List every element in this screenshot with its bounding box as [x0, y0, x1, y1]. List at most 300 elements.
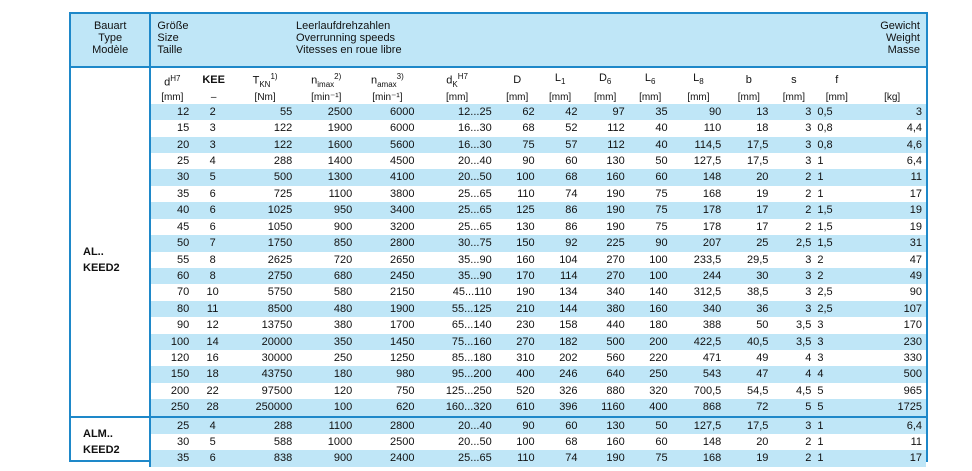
table-cell: 3	[815, 317, 858, 333]
table-row	[71, 366, 926, 382]
table-cell: 85...180	[418, 350, 495, 366]
table-cell: 500	[858, 366, 926, 382]
table-cell: 200	[629, 334, 672, 350]
table-cell: 1	[815, 169, 858, 185]
table-cell: 68	[539, 169, 582, 185]
table-cell: 965	[858, 383, 926, 399]
table-cell: 110	[496, 450, 539, 466]
table-cell: 2500	[356, 434, 418, 450]
unit-cell: [mm]	[496, 91, 539, 104]
table-cell: 190	[582, 219, 629, 235]
header-gewicht-de: Gewicht	[880, 20, 920, 32]
table-cell: 2	[772, 450, 815, 466]
table-cell: 388	[672, 317, 726, 333]
table-cell: 29,5	[725, 252, 772, 268]
table-cell: 16	[193, 350, 234, 366]
table-cell: 104	[539, 252, 582, 268]
table-cell: 178	[672, 202, 726, 218]
table-cell: 350	[296, 334, 356, 350]
table-cell: 125...250	[418, 383, 495, 399]
table-cell: 2	[772, 434, 815, 450]
table-cell: 1900	[356, 301, 418, 317]
table-cell: 3	[815, 350, 858, 366]
table-cell: 35	[150, 450, 193, 466]
table-cell: 1,5	[815, 219, 858, 235]
table-cell: 74	[539, 450, 582, 466]
table-cell: 16...30	[418, 137, 495, 153]
sym-l8: $L_8$	[672, 67, 726, 91]
table-cell: 50	[629, 153, 672, 169]
table-cell: 100	[150, 334, 193, 350]
table-cell: 127,5	[672, 153, 726, 169]
table-cell: 47	[725, 366, 772, 382]
table-cell: 86	[539, 202, 582, 218]
table-cell: 230	[858, 334, 926, 350]
group-label-line: ALM..	[83, 428, 113, 441]
table-cell: 1000	[296, 434, 356, 450]
table-cell: 340	[582, 284, 629, 300]
table-cell: 90	[629, 235, 672, 251]
table-row	[71, 350, 926, 366]
table-cell: 246	[539, 366, 582, 382]
table-cell: 110	[672, 120, 726, 136]
table-cell: 320	[629, 383, 672, 399]
table-cell: 4	[815, 366, 858, 382]
table-cell: 0,8	[815, 137, 858, 153]
table-cell: 20...50	[418, 434, 495, 450]
table-cell: 17,5	[725, 153, 772, 169]
table-cell: 112	[582, 137, 629, 153]
header-speeds-de: Leerlaufdrehzahlen	[296, 20, 391, 32]
table-row	[71, 383, 926, 399]
table-cell: 270	[582, 252, 629, 268]
table-cell: 170	[858, 317, 926, 333]
table-cell: 2800	[356, 417, 418, 434]
table-cell: 47	[858, 252, 926, 268]
table-cell: 168	[672, 450, 726, 466]
table-cell: 190	[582, 202, 629, 218]
table-cell: 45	[150, 219, 193, 235]
table-cell: 2	[193, 104, 234, 120]
table-cell: 2625	[234, 252, 296, 268]
table-cell: 60	[539, 417, 582, 434]
table-cell: 20...50	[418, 169, 495, 185]
table-cell: 4	[193, 153, 234, 169]
table-cell: 130	[582, 417, 629, 434]
table-cell: 130	[582, 153, 629, 169]
table-cell: 60	[150, 268, 193, 284]
table-cell: 20000	[234, 334, 296, 350]
table-cell: 36	[725, 301, 772, 317]
table-cell: 25	[725, 235, 772, 251]
table-cell: 4	[772, 366, 815, 382]
table-cell: 120	[150, 350, 193, 366]
table-cell: 6	[193, 450, 234, 466]
table-cell: 160	[582, 169, 629, 185]
table-cell: 422,5	[672, 334, 726, 350]
table-cell: 190	[496, 284, 539, 300]
table-cell: 3	[772, 120, 815, 136]
table-cell: 17,5	[725, 417, 772, 434]
table-cell: 220	[629, 350, 672, 366]
table-cell: 170	[496, 268, 539, 284]
table-cell: 207	[672, 235, 726, 251]
table-cell: 144	[539, 301, 582, 317]
table-cell: 610	[496, 399, 539, 416]
table-cell: 6000	[356, 120, 418, 136]
table-cell: 112	[582, 120, 629, 136]
table-cell: 100	[496, 169, 539, 185]
sym-l1: $L_1$	[539, 67, 582, 91]
table-row	[71, 284, 926, 300]
table-cell: 210	[496, 301, 539, 317]
table-cell: 168	[672, 186, 726, 202]
table-row	[71, 268, 926, 284]
table-cell: 3	[815, 334, 858, 350]
table-cell: 312,5	[672, 284, 726, 300]
table-cell: 4,6	[858, 137, 926, 153]
table-cell: 45...110	[418, 284, 495, 300]
table-cell: 3,5	[772, 334, 815, 350]
table-cell: 8	[193, 252, 234, 268]
table-cell: 1900	[296, 120, 356, 136]
table-cell: 55	[150, 252, 193, 268]
table-cell: 75...160	[418, 334, 495, 350]
table-cell: 400	[496, 366, 539, 382]
table-cell: 17	[858, 450, 926, 466]
header-groesse	[150, 14, 234, 67]
table-cell: 17	[858, 186, 926, 202]
table-cell: 980	[356, 366, 418, 382]
table-cell: 100	[496, 434, 539, 450]
table-cell: 500	[582, 334, 629, 350]
header-bauart-fr: Modèle	[92, 44, 129, 56]
table-cell: 700,5	[672, 383, 726, 399]
table-cell: 130	[496, 219, 539, 235]
table-cell: 3,5	[772, 317, 815, 333]
table-cell: 1	[815, 186, 858, 202]
table-cell: 400	[629, 399, 672, 416]
table-row	[71, 120, 926, 136]
table-cell: 2,5	[815, 284, 858, 300]
dimension-table-frame	[69, 12, 928, 465]
table-cell: 2	[772, 186, 815, 202]
table-cell: 3800	[356, 186, 418, 202]
table-cell: 97	[582, 104, 629, 120]
group-label	[71, 104, 150, 417]
table-cell: 12...25	[418, 104, 495, 120]
table-cell: 4	[193, 417, 234, 434]
table-cell: 950	[296, 202, 356, 218]
table-cell: 158	[539, 317, 582, 333]
unit-cell: [mm]	[629, 91, 672, 104]
table-cell: 3	[193, 137, 234, 153]
unit-cell: [mm]	[582, 91, 629, 104]
table-cell: 190	[582, 450, 629, 466]
header-speeds-fr: Vitesses en roue libre	[296, 44, 402, 56]
table-cell: 134	[539, 284, 582, 300]
table-cell: 1700	[356, 317, 418, 333]
table-cell: 70	[150, 284, 193, 300]
table-cell: 3	[772, 417, 815, 434]
table-cell: 838	[234, 450, 296, 466]
table-cell: 150	[150, 366, 193, 382]
table-cell: 40,5	[725, 334, 772, 350]
table-cell: 107	[858, 301, 926, 317]
header-gewicht-en: Weight	[885, 32, 920, 44]
table-cell: 114	[539, 268, 582, 284]
table-cell: 25	[150, 417, 193, 434]
table-cell: 40	[150, 202, 193, 218]
sym-weight	[858, 67, 926, 91]
table-cell: 100	[629, 268, 672, 284]
table-cell: 250	[296, 350, 356, 366]
unit-cell: [Nm]	[234, 91, 296, 104]
table-cell: 60	[629, 169, 672, 185]
table-cell: 3	[772, 284, 815, 300]
table-cell: 30...75	[418, 235, 495, 251]
table-row	[71, 334, 926, 350]
table-cell: 90	[496, 153, 539, 169]
table-cell: 50	[725, 317, 772, 333]
table-cell: 3	[772, 268, 815, 284]
sym-nimax: $n_{imax}^{2)}$	[296, 67, 356, 91]
table-cell: 68	[539, 434, 582, 450]
table-cell: 2450	[356, 268, 418, 284]
table-cell: 3400	[356, 202, 418, 218]
table-cell: 270	[582, 268, 629, 284]
unit-cell: [min⁻¹]	[296, 91, 356, 104]
header-bauart	[71, 14, 150, 67]
table-cell: 640	[582, 366, 629, 382]
table-cell: 1,5	[815, 235, 858, 251]
table-cell: 6	[193, 219, 234, 235]
table-cell: 225	[582, 235, 629, 251]
unit-cell: [mm]	[772, 91, 815, 104]
table-cell: 2650	[356, 252, 418, 268]
table-cell: 178	[672, 219, 726, 235]
table-cell: 30	[725, 268, 772, 284]
table-cell: 2	[815, 252, 858, 268]
table-cell: 6,4	[858, 153, 926, 169]
table-cell: 57	[539, 137, 582, 153]
table-cell: 90	[858, 284, 926, 300]
table-cell: 288	[234, 417, 296, 434]
table-cell: 5600	[356, 137, 418, 153]
table-cell: 19	[725, 450, 772, 466]
table-cell: 1160	[582, 399, 629, 416]
table-row	[71, 169, 926, 185]
unit-cell: [mm]	[672, 91, 726, 104]
table-cell: 4	[772, 350, 815, 366]
table-cell: 900	[296, 450, 356, 466]
table-cell: 11	[193, 301, 234, 317]
table-cell: 49	[858, 268, 926, 284]
table-cell: 190	[582, 186, 629, 202]
table-cell: 2750	[234, 268, 296, 284]
table-cell: 380	[296, 317, 356, 333]
table-cell: 7	[193, 235, 234, 251]
table-cell: 18	[193, 366, 234, 382]
table-cell: 62	[496, 104, 539, 120]
table-cell: 4,4	[858, 120, 926, 136]
table-cell: 12	[193, 317, 234, 333]
table-cell: 110	[496, 186, 539, 202]
table-cell: 160	[582, 434, 629, 450]
table-cell: 2	[772, 169, 815, 185]
table-cell: 0,5	[815, 104, 858, 120]
table-cell: 55	[234, 104, 296, 120]
table-cell: 20...40	[418, 153, 495, 169]
table-cell: 35	[150, 186, 193, 202]
table-cell: 3	[858, 104, 926, 120]
table-cell: 10	[193, 284, 234, 300]
table-cell: 14	[193, 334, 234, 350]
table-cell: 620	[356, 399, 418, 416]
table-cell: 2	[772, 219, 815, 235]
table-cell: 6,4	[858, 417, 926, 434]
table-cell: 100	[296, 399, 356, 416]
table-cell: 1100	[296, 186, 356, 202]
table-cell: 13	[725, 104, 772, 120]
table-cell: 1450	[356, 334, 418, 350]
table-cell: 2150	[356, 284, 418, 300]
table-cell: 100	[629, 252, 672, 268]
group-label-line: AL..	[83, 245, 104, 258]
table-cell: 3200	[356, 219, 418, 235]
table-cell: 4,5	[772, 383, 815, 399]
table-cell: 5750	[234, 284, 296, 300]
table-cell: 396	[539, 399, 582, 416]
table-cell: 250	[629, 366, 672, 382]
table-cell: 38,5	[725, 284, 772, 300]
table-cell: 720	[296, 252, 356, 268]
table-cell: 250000	[234, 399, 296, 416]
table-cell: 1050	[234, 219, 296, 235]
table-cell: 2800	[356, 235, 418, 251]
header-groesse-en: Size	[157, 32, 179, 44]
unit-cell: [mm]	[418, 91, 495, 104]
table-cell: 25	[150, 153, 193, 169]
header-speeds-en: Overrunning speeds	[296, 32, 396, 44]
sym-d: $d^{H7}$	[150, 67, 193, 91]
table-cell: 5	[193, 169, 234, 185]
table-cell: 1250	[356, 350, 418, 366]
table-cell: 40	[629, 120, 672, 136]
header-bauart-en: Type	[98, 32, 123, 44]
table-cell: 30000	[234, 350, 296, 366]
table-cell: 244	[672, 268, 726, 284]
table-cell: 580	[296, 284, 356, 300]
table-cell: 160	[496, 252, 539, 268]
table-cell: 520	[496, 383, 539, 399]
table-cell: 5	[815, 399, 858, 416]
table-cell: 148	[672, 434, 726, 450]
table-cell: 43750	[234, 366, 296, 382]
group-label-line: KEED2	[83, 444, 120, 457]
table-cell: 92	[539, 235, 582, 251]
table-cell: 75	[629, 186, 672, 202]
table-cell: 380	[582, 301, 629, 317]
table-cell: 160...320	[418, 399, 495, 416]
table-cell: 3	[772, 301, 815, 317]
symbol-spacer	[71, 67, 150, 104]
table-cell: 20	[725, 434, 772, 450]
table-cell: 500	[234, 169, 296, 185]
header-groesse-de: Größe	[157, 20, 189, 32]
table-cell: 86	[539, 219, 582, 235]
table-cell: 1750	[234, 235, 296, 251]
table-cell: 148	[672, 169, 726, 185]
table-cell: 122	[234, 137, 296, 153]
table-cell: 114,5	[672, 137, 726, 153]
unit-cell: [min⁻¹]	[356, 91, 418, 104]
table-cell: 17	[725, 202, 772, 218]
table-cell: 1600	[296, 137, 356, 153]
table-cell: 182	[539, 334, 582, 350]
table-cell: 50	[629, 417, 672, 434]
dimension-table	[71, 14, 926, 467]
table-cell: 230	[496, 317, 539, 333]
table-cell: 120	[296, 383, 356, 399]
symbol-row	[71, 67, 926, 91]
table-cell: 868	[672, 399, 726, 416]
table-cell: 16...30	[418, 120, 495, 136]
table-cell: 68	[496, 120, 539, 136]
table-cell: 8500	[234, 301, 296, 317]
group-label	[71, 417, 150, 467]
table-cell: 25...65	[418, 219, 495, 235]
table-cell: 202	[539, 350, 582, 366]
table-cell: 480	[296, 301, 356, 317]
table-cell: 54,5	[725, 383, 772, 399]
table-row	[71, 219, 926, 235]
table-cell: 6	[193, 202, 234, 218]
unit-cell: [mm]	[815, 91, 858, 104]
table-cell: 11	[858, 169, 926, 185]
table-cell: 3	[772, 252, 815, 268]
header-spacer	[539, 14, 859, 67]
table-cell: 35...90	[418, 252, 495, 268]
table-cell: 250	[150, 399, 193, 416]
table-cell: 3	[772, 153, 815, 169]
table-cell: 2	[815, 268, 858, 284]
table-cell: 42	[539, 104, 582, 120]
table-row	[71, 317, 926, 333]
table-cell: 50	[150, 235, 193, 251]
table-cell: 330	[858, 350, 926, 366]
table-cell: 5	[815, 383, 858, 399]
table-cell: 160	[629, 301, 672, 317]
table-cell: 25...65	[418, 202, 495, 218]
table-row	[71, 450, 926, 466]
table-cell: 543	[672, 366, 726, 382]
table-cell: 49	[725, 350, 772, 366]
table-cell: 35...90	[418, 268, 495, 284]
table-cell: 725	[234, 186, 296, 202]
table-cell: 80	[150, 301, 193, 317]
table-cell: 850	[296, 235, 356, 251]
table-cell: 750	[356, 383, 418, 399]
table-cell: 17,5	[725, 137, 772, 153]
table-cell: 1	[815, 434, 858, 450]
table-cell: 680	[296, 268, 356, 284]
table-cell: 3	[772, 104, 815, 120]
table-cell: 35	[629, 104, 672, 120]
header-gewicht-fr: Masse	[887, 44, 920, 56]
table-cell: 1	[815, 417, 858, 434]
table-row	[71, 301, 926, 317]
